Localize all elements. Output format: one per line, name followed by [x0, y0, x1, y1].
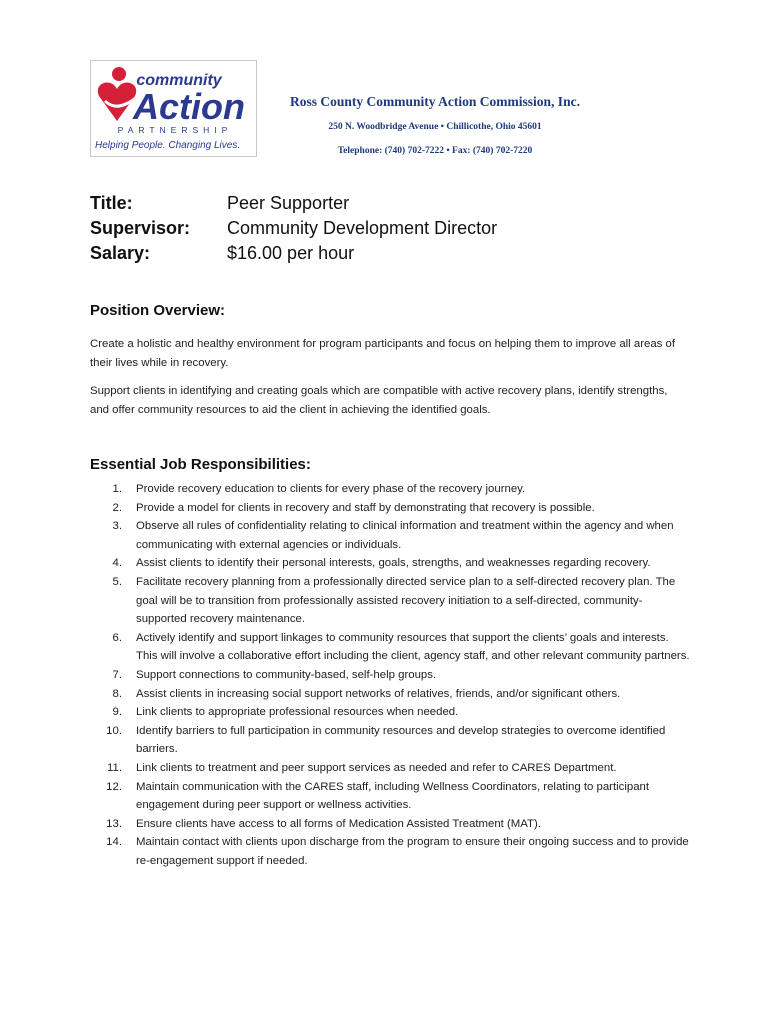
overview-paragraph-1: Create a holistic and healthy environment for program participants and focus on helping them to improve all areas of their lives while in recovery.	[90, 338, 676, 369]
responsibilities-list	[90, 480, 690, 870]
logo-graphic	[91, 61, 256, 156]
responsibility-text: Provide recovery education to clients for every phase of the recovery journey.	[136, 483, 526, 495]
logo-text-community: community	[136, 72, 222, 89]
responsibility-item	[90, 833, 690, 870]
responsibility-item	[90, 778, 690, 815]
responsibility-text: Maintain communication with the CARES staff, including Wellness Coordinators, relating to participant engagement during peer support or wellness activities.	[136, 780, 650, 812]
responsibility-item	[90, 517, 690, 554]
responsibility-item	[90, 499, 690, 518]
responsibility-item	[90, 722, 690, 759]
responsibility-text: Identify barriers to full participation in community resources and develop strategies to overcome identified barriers.	[136, 724, 666, 756]
responsibility-item	[90, 815, 690, 834]
responsibility-text: Maintain contact with clients upon discharge from the program to ensure their ongoing success and to provide re-engagement support if needed.	[136, 836, 689, 867]
responsibility-item	[90, 629, 690, 666]
supervisor-label: Supervisor:	[90, 218, 191, 238]
responsibility-number: 14.	[106, 836, 122, 849]
responsibility-number: 13.	[106, 817, 122, 830]
responsibility-text: Assist clients to identify their personal interests, goals, strengths, and weaknesses regarding recovery.	[136, 557, 651, 570]
responsibility-number: 6.	[112, 631, 122, 644]
responsibilities-heading: Essential Job Responsibilities:	[90, 456, 311, 473]
logo-text-action: Action	[133, 86, 245, 127]
logo-figure-head	[112, 67, 126, 81]
overview-paragraph-2: Support clients in identifying and creating goals which are compatible with active recovery plans, identify strengths, and offer community resources to aid the client in achieving the identified goals.	[90, 385, 668, 416]
salary-label: Salary:	[90, 243, 151, 263]
responsibility-number: 10.	[106, 724, 122, 737]
title-label: Title:	[90, 193, 133, 213]
responsibility-number: 11.	[107, 761, 122, 774]
responsibility-number: 1.	[112, 483, 122, 495]
responsibility-item	[90, 554, 690, 573]
salary-value: $16.00 per hour	[227, 243, 355, 263]
org-name: Ross County Community Action Commission, Inc.	[290, 94, 580, 109]
responsibility-text: Actively identify and support linkages to community resources that support the clients’ goals and interests. This will involve a collaborative effort including the client, agency staff, and other relevant community partners.	[136, 631, 690, 663]
responsibility-number: 8.	[112, 687, 122, 700]
supervisor-value: Community Development Director	[227, 218, 498, 238]
responsibility-text: Facilitate recovery planning from a professionally directed service plan to a self-directed recovery plan. The goal will be to transition from professionally assisted recovery initiation to a self-directed, community-supported recovery maintenance.	[136, 575, 676, 626]
responsibility-item	[90, 703, 690, 722]
responsibility-text: Link clients to appropriate professional resources when needed.	[136, 706, 459, 719]
responsibility-text: Link clients to treatment and peer support services as needed and refer to CARES Department.	[136, 761, 617, 774]
responsibility-text: Provide a model for clients in recovery and staff by demonstrating that recovery is possible.	[136, 501, 595, 514]
responsibility-number: 12.	[106, 780, 122, 793]
responsibility-item	[90, 480, 690, 499]
overview-heading: Position Overview:	[90, 302, 226, 319]
responsibility-text: Ensure clients have access to all forms of Medication Assisted Treatment (MAT).	[136, 817, 541, 830]
logo-tagline: Helping People. Changing Lives.	[95, 140, 241, 151]
responsibility-item	[90, 759, 690, 778]
responsibility-number: 7.	[112, 668, 122, 681]
responsibility-number: 2.	[112, 501, 122, 514]
responsibility-number: 4.	[112, 557, 122, 570]
responsibility-item	[90, 685, 690, 704]
org-address: 250 N. Woodbridge Avenue • Chillicothe, Ohio 45601	[328, 122, 542, 132]
responsibility-text: Support connections to community-based, self-help groups.	[136, 668, 437, 681]
responsibility-item	[90, 573, 690, 629]
responsibility-number: 9.	[112, 706, 122, 719]
responsibility-item	[90, 666, 690, 685]
logo-text-partnership: PARTNERSHIP	[117, 125, 233, 135]
responsibility-text: Observe all rules of confidentiality relating to clinical information and treatment within the agency and when communicating with external agencies or individuals.	[136, 520, 674, 551]
responsibility-number: 3.	[112, 520, 122, 533]
title-value: Peer Supporter	[227, 193, 350, 213]
org-phone: Telephone: (740) 702-7222 • Fax: (740) 702-7220	[337, 146, 533, 156]
responsibility-number: 5.	[112, 575, 122, 588]
community-action-logo	[90, 60, 257, 157]
responsibility-text: Assist clients in increasing social support networks of relatives, friends, and/or significant others.	[136, 687, 621, 700]
